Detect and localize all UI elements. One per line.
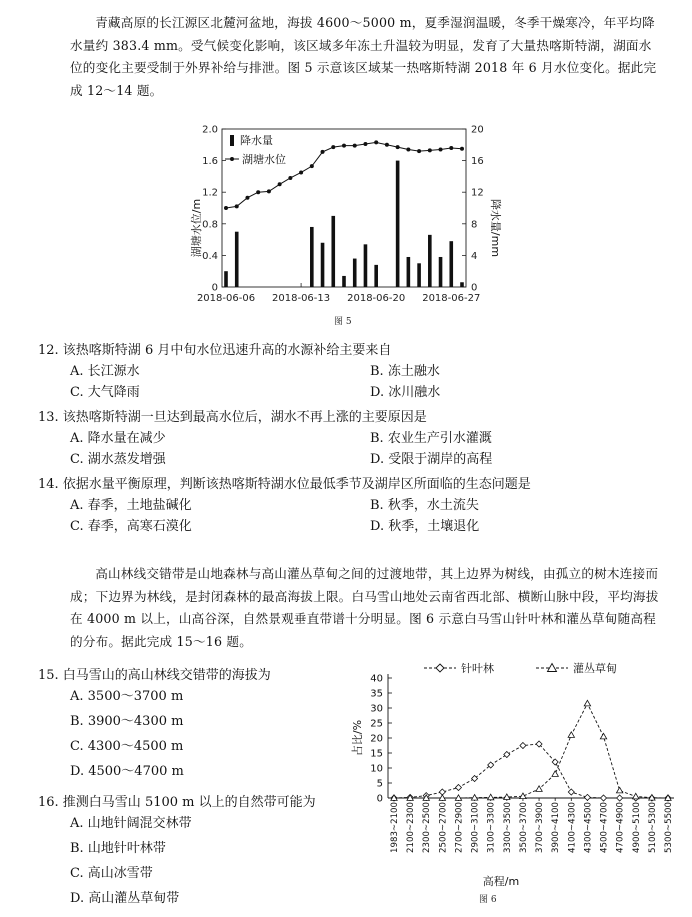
answer-option: B. 冻土融水 [370,364,440,379]
answer-option: D. 冰川融水 [370,385,441,400]
water-level-point [245,196,249,200]
series-1-point [601,795,607,801]
x-tick-label: 4900~5100 [631,802,642,853]
water-level-point [417,149,421,153]
series-line-2 [394,704,668,799]
series-1-point [584,794,590,800]
y-tick-label: 25 [370,718,383,730]
water-level-point [385,143,389,147]
answer-option: D. 高山灌丛草甸带 [70,891,180,906]
question-stem: 15. 白马雪山的高山林线交错带的海拔为 [38,668,271,683]
x-tick-label: 2018-06-20 [347,293,406,304]
x-tick-label: 2100~2300 [406,802,417,853]
x-tick-label: 1983~2100 [390,802,400,853]
x-tick-label: 2900~3100 [470,802,481,853]
legend-2-marker [548,664,557,672]
x-tick-label: 3900~4100 [551,802,562,853]
figure-6-chart [348,660,682,900]
series-2-point [552,771,558,777]
figure-5-caption: 图 5 [334,317,352,327]
x-tick-label: 3300~3500 [502,802,513,853]
answer-option: D. 受限于湖岸的高程 [370,452,493,467]
legend-1-label: 针叶林 [461,662,494,675]
answer-option: A. 降水量在减少 [70,431,166,446]
precipitation-bar [364,244,368,287]
answer-option: C. 大气降雨 [70,385,140,400]
right-tick-label: 16 [471,156,484,168]
water-level-point [256,190,260,194]
answer-option: B. 农业生产引水灌溉 [370,431,492,446]
series-2-point [520,793,526,799]
right-tick-label: 12 [471,187,484,199]
water-level-point [331,145,335,149]
water-level-point [267,189,271,193]
water-level-point [299,170,303,174]
y-tick-label: 5 [376,778,383,790]
precipitation-bar [374,265,378,287]
x-tick-label: 4300~4500 [583,802,594,853]
series-2-point [616,787,622,793]
answer-option: C. 4300～4500 m [70,739,184,754]
series-2-point [568,732,574,738]
answer-option: B. 3900～4300 m [70,714,184,729]
x-tick-label: 2700~2900 [454,802,465,853]
water-level-point [235,204,239,208]
series-1-point [455,785,461,791]
legend-2-label: 灌丛草甸 [573,662,617,675]
y-tick-label: 0 [376,793,383,805]
water-level-point [353,144,357,148]
precipitation-bar [353,259,357,287]
precipitation-bar [310,227,314,287]
left-tick-label: 2.0 [202,124,218,136]
water-level-point [449,146,453,150]
water-level-point [342,144,346,148]
series-2-point [600,733,606,739]
x-tick-label: 5300~5500 [664,802,674,853]
question-stem: 14. 依据水量平衡原理，判断该热喀斯特湖水位最低季节及湖岸区所面临的生态问题是 [38,477,531,492]
precipitation-bar [396,161,400,287]
x-tick-label: 2018-06-27 [422,293,481,304]
x-tick-label: 2018-06-06 [196,293,256,304]
precipitation-bar [235,232,239,287]
x-tick-label: 2500~2700 [438,802,449,853]
x-tick-label: 4500~4700 [599,802,610,853]
water-level-point [310,164,314,168]
left-tick-label: 0 [211,282,218,294]
water-level-point [406,148,410,152]
y-tick-label: 40 [370,673,383,685]
right-tick-label: 8 [471,219,478,231]
precipitation-bar [342,276,346,287]
series-2-point [536,786,542,792]
x-tick-label: 3500~3700 [518,802,529,853]
legend-line-marker [230,157,234,161]
water-level-point [278,182,282,186]
series-line-1 [394,744,668,798]
answer-option: D. 4500～4700 m [70,764,184,779]
passage-1: 青藏高原的长江源区北麓河盆地，海拔 4600～5000 m，夏季湿润温暖，冬季干燥寒冷，年平均降水量约 383.4 mm。受气候变化影响，该区域多年冻土升温较为明显，发育了大量热喀斯特湖，湖面水位的变化主要受制于外界补给与排泄。图 5 示意该区域某一热喀斯特湖 2018 年 6 月水位变化。据此完成 12～14 题。 [70,15,657,98]
answer-option: A. 春季，土地盐碱化 [70,498,192,513]
left-tick-label: 0.8 [202,219,218,231]
answer-option: A. 山地针阔混交林带 [70,816,192,831]
series-1-point [504,752,510,758]
legend-bar-label: 降水量 [240,134,273,147]
legend-line-label: 湖塘水位 [242,153,286,166]
water-level-point [460,147,464,151]
precipitation-bar [460,282,464,287]
right-tick-label: 20 [471,124,484,136]
figure-6-caption: 图 6 [479,895,497,905]
x-tick-label: 4700~4900 [615,802,626,853]
water-level-point [224,206,228,210]
left-axis-title: 湖塘水位/m [190,198,203,258]
right-axis-title: 降水量/mm [489,198,502,258]
series-2-point [584,700,590,706]
legend-bar-swatch [230,135,234,146]
x-axis-title: 高程/m [482,875,520,888]
water-level-point [439,148,443,152]
water-level-point [363,142,367,146]
question-stem: 12. 该热喀斯特湖 6 月中旬水位迅速升高的水源补给主要来自 [38,343,392,358]
precipitation-bar [224,271,228,287]
x-tick-label: 3700~3900 [535,802,546,853]
left-tick-label: 0.4 [202,250,218,262]
left-tick-label: 1.6 [202,156,218,168]
y-tick-label: 35 [370,688,383,700]
water-level-point [321,150,325,154]
answer-option: A. 3500～3700 m [70,689,184,704]
precipitation-bar [331,216,335,287]
legend-1-marker [436,664,444,672]
precipitation-bar [439,257,443,287]
y-tick-label: 15 [370,748,383,760]
water-level-point [428,148,432,152]
answer-option: B. 秋季，水土流失 [370,498,479,513]
x-tick-label: 2300~2500 [422,802,433,853]
series-1-point [520,743,526,749]
question-stem: 13. 该热喀斯特湖一旦达到最高水位后，湖水不再上涨的主要原因是 [38,410,427,425]
answer-option: A. 长江源水 [70,364,140,379]
series-2-point [633,793,639,799]
figure-5-chart [170,115,510,320]
answer-option: D. 秋季，土壤退化 [370,519,480,534]
water-level-point [374,140,378,144]
y-tick-label: 10 [370,763,383,775]
x-tick-label: 5100~5300 [647,802,658,853]
precipitation-bar [449,241,453,287]
x-tick-label: 2018-06-13 [272,293,331,304]
precipitation-bar [417,263,421,287]
answer-option: C. 湖水蒸发增强 [70,452,166,467]
right-tick-label: 0 [471,282,478,294]
series-2-point [488,794,494,800]
precipitation-bar [428,235,432,287]
water-level-point [396,145,400,149]
precipitation-bar [407,257,411,287]
passage-2: 高山林线交错带是山地森林与高山灌丛草甸之间的过渡地带，其上边界为树线，由孤立的树木连接而成；下边界为林线，是封闭森林的最高海拔上限。白马雪山地处云南省西北部、横断山脉中段，平均海拔在 4000 m 以上，山高谷深，自然景观垂直带谱十分明显。图 6 示意白马雪山针叶林和灌丛草甸随高程的分布。据此完成 15～16 题。 [70,566,659,649]
precipitation-bar [321,243,325,287]
question-stem: 16. 推测白马雪山 5100 m 以上的自然带可能为 [38,795,316,810]
y-tick-label: 20 [370,733,383,745]
left-tick-label: 1.2 [202,187,218,199]
x-tick-label: 4100~4300 [567,802,578,853]
right-tick-label: 4 [471,250,478,262]
series-1-point [568,789,574,795]
answer-option: C. 高山冰雪带 [70,866,153,881]
water-level-point [288,176,292,180]
answer-option: B. 山地针叶林带 [70,841,166,856]
answer-option: C. 春季，高寒石漠化 [70,519,192,534]
y-tick-label: 30 [370,703,383,715]
y-axis-title: 占比/% [351,719,364,757]
series-1-point [617,795,623,801]
x-tick-label: 3100~3300 [486,802,497,853]
